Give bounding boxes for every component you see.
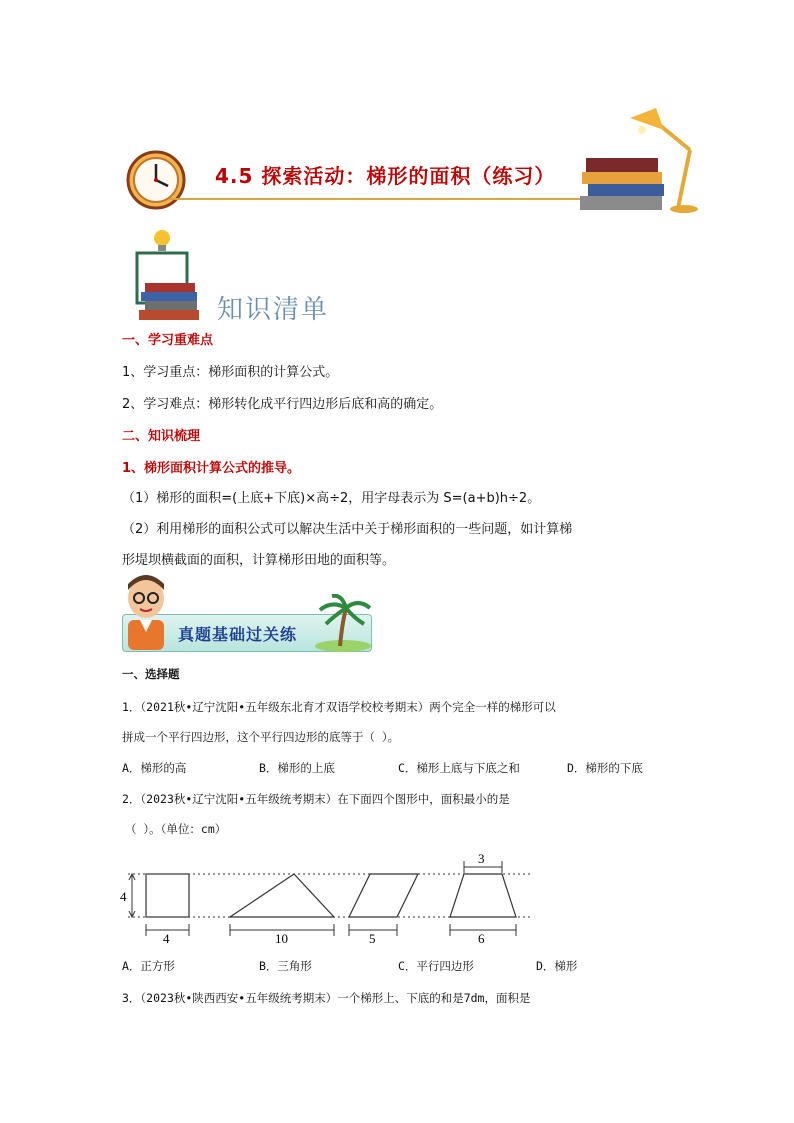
q2-option-b[interactable]: B．三角形 [259, 959, 312, 973]
q1-option-b[interactable]: B．梯形的上底 [259, 761, 335, 775]
title-underline [170, 198, 590, 200]
q1-option-c[interactable]: C．梯形上底与下底之和 [398, 761, 520, 775]
bulb-books-icon [135, 228, 215, 323]
q1-line-1: 1．（2021秋•辽宁沈阳•五年级东北育才双语学校校考期末）两个完全一样的梯形可以 [122, 700, 556, 714]
key-point-1: 1、学习重点：梯形面积的计算公式。 [122, 365, 339, 380]
clock-icon [125, 150, 187, 210]
books-lamp-icon [578, 100, 708, 215]
height-label: 4 [120, 889, 127, 904]
trapezoid-top-label: 3 [478, 851, 485, 866]
triangle-base-label: 10 [275, 931, 288, 946]
square-shape [146, 874, 189, 917]
triangle-shape [230, 874, 334, 917]
page-title: 4.5 探索活动：梯形的面积（练习） [215, 164, 556, 188]
banner-label: 真题基础过关练 [178, 625, 298, 644]
q2-option-c[interactable]: C．平行四边形 [398, 959, 474, 973]
trapezoid-bottom-label: 6 [478, 931, 485, 946]
palm-tree-icon [312, 594, 374, 654]
knowledge-heading: 知识清单 [217, 295, 330, 325]
teacher-icon [120, 574, 172, 652]
key-point-2: 2、学习难点：梯形转化成平行四边形后底和高的确定。 [122, 397, 443, 412]
section-heading-knowledge: 二、知识梳理 [122, 429, 201, 444]
q1-line-2: 拼成一个平行四边形，这个平行四边形的底等于（ ）。 [122, 730, 400, 744]
q1-option-a[interactable]: A．梯形的高 [122, 761, 187, 775]
formula-item-2-line-1: （2）利用梯形的面积公式可以解决生活中关于梯形面积的一些问题，如计算梯 [122, 522, 573, 537]
q2-option-a[interactable]: A．正方形 [122, 959, 175, 973]
parallelogram-base-label: 5 [369, 931, 376, 946]
q2-figure [116, 850, 536, 946]
q2-line-2: （ ）。（单位：cm） [125, 822, 227, 836]
choice-section-heading: 一、选择题 [122, 667, 180, 681]
q1-option-d[interactable]: D．梯形的下底 [567, 761, 643, 775]
sub-heading-formula: 1、梯形面积计算公式的推导。 [122, 461, 301, 476]
trapezoid-shape [450, 874, 516, 917]
q2-line-1: 2．（2023秋•辽宁沈阳•五年级统考期末）在下面四个图形中，面积最小的是 [122, 792, 510, 806]
q2-option-d[interactable]: D．梯形 [536, 959, 578, 973]
section-heading-key-points: 一、学习重难点 [122, 333, 214, 348]
parallelogram-shape [349, 874, 418, 917]
formula-item-1: （1）梯形的面积=(上底+下底)×高÷2，用字母表示为 S=(a+b)h÷2。 [122, 491, 541, 506]
q3-line-1: 3．（2023秋•陕西西安•五年级统考期末）一个梯形上、下底的和是7dm，面积是 [122, 991, 531, 1005]
formula-item-2-line-2: 形堤坝横截面的面积，计算梯形田地的面积等。 [122, 553, 396, 568]
square-base-label: 4 [163, 931, 170, 946]
